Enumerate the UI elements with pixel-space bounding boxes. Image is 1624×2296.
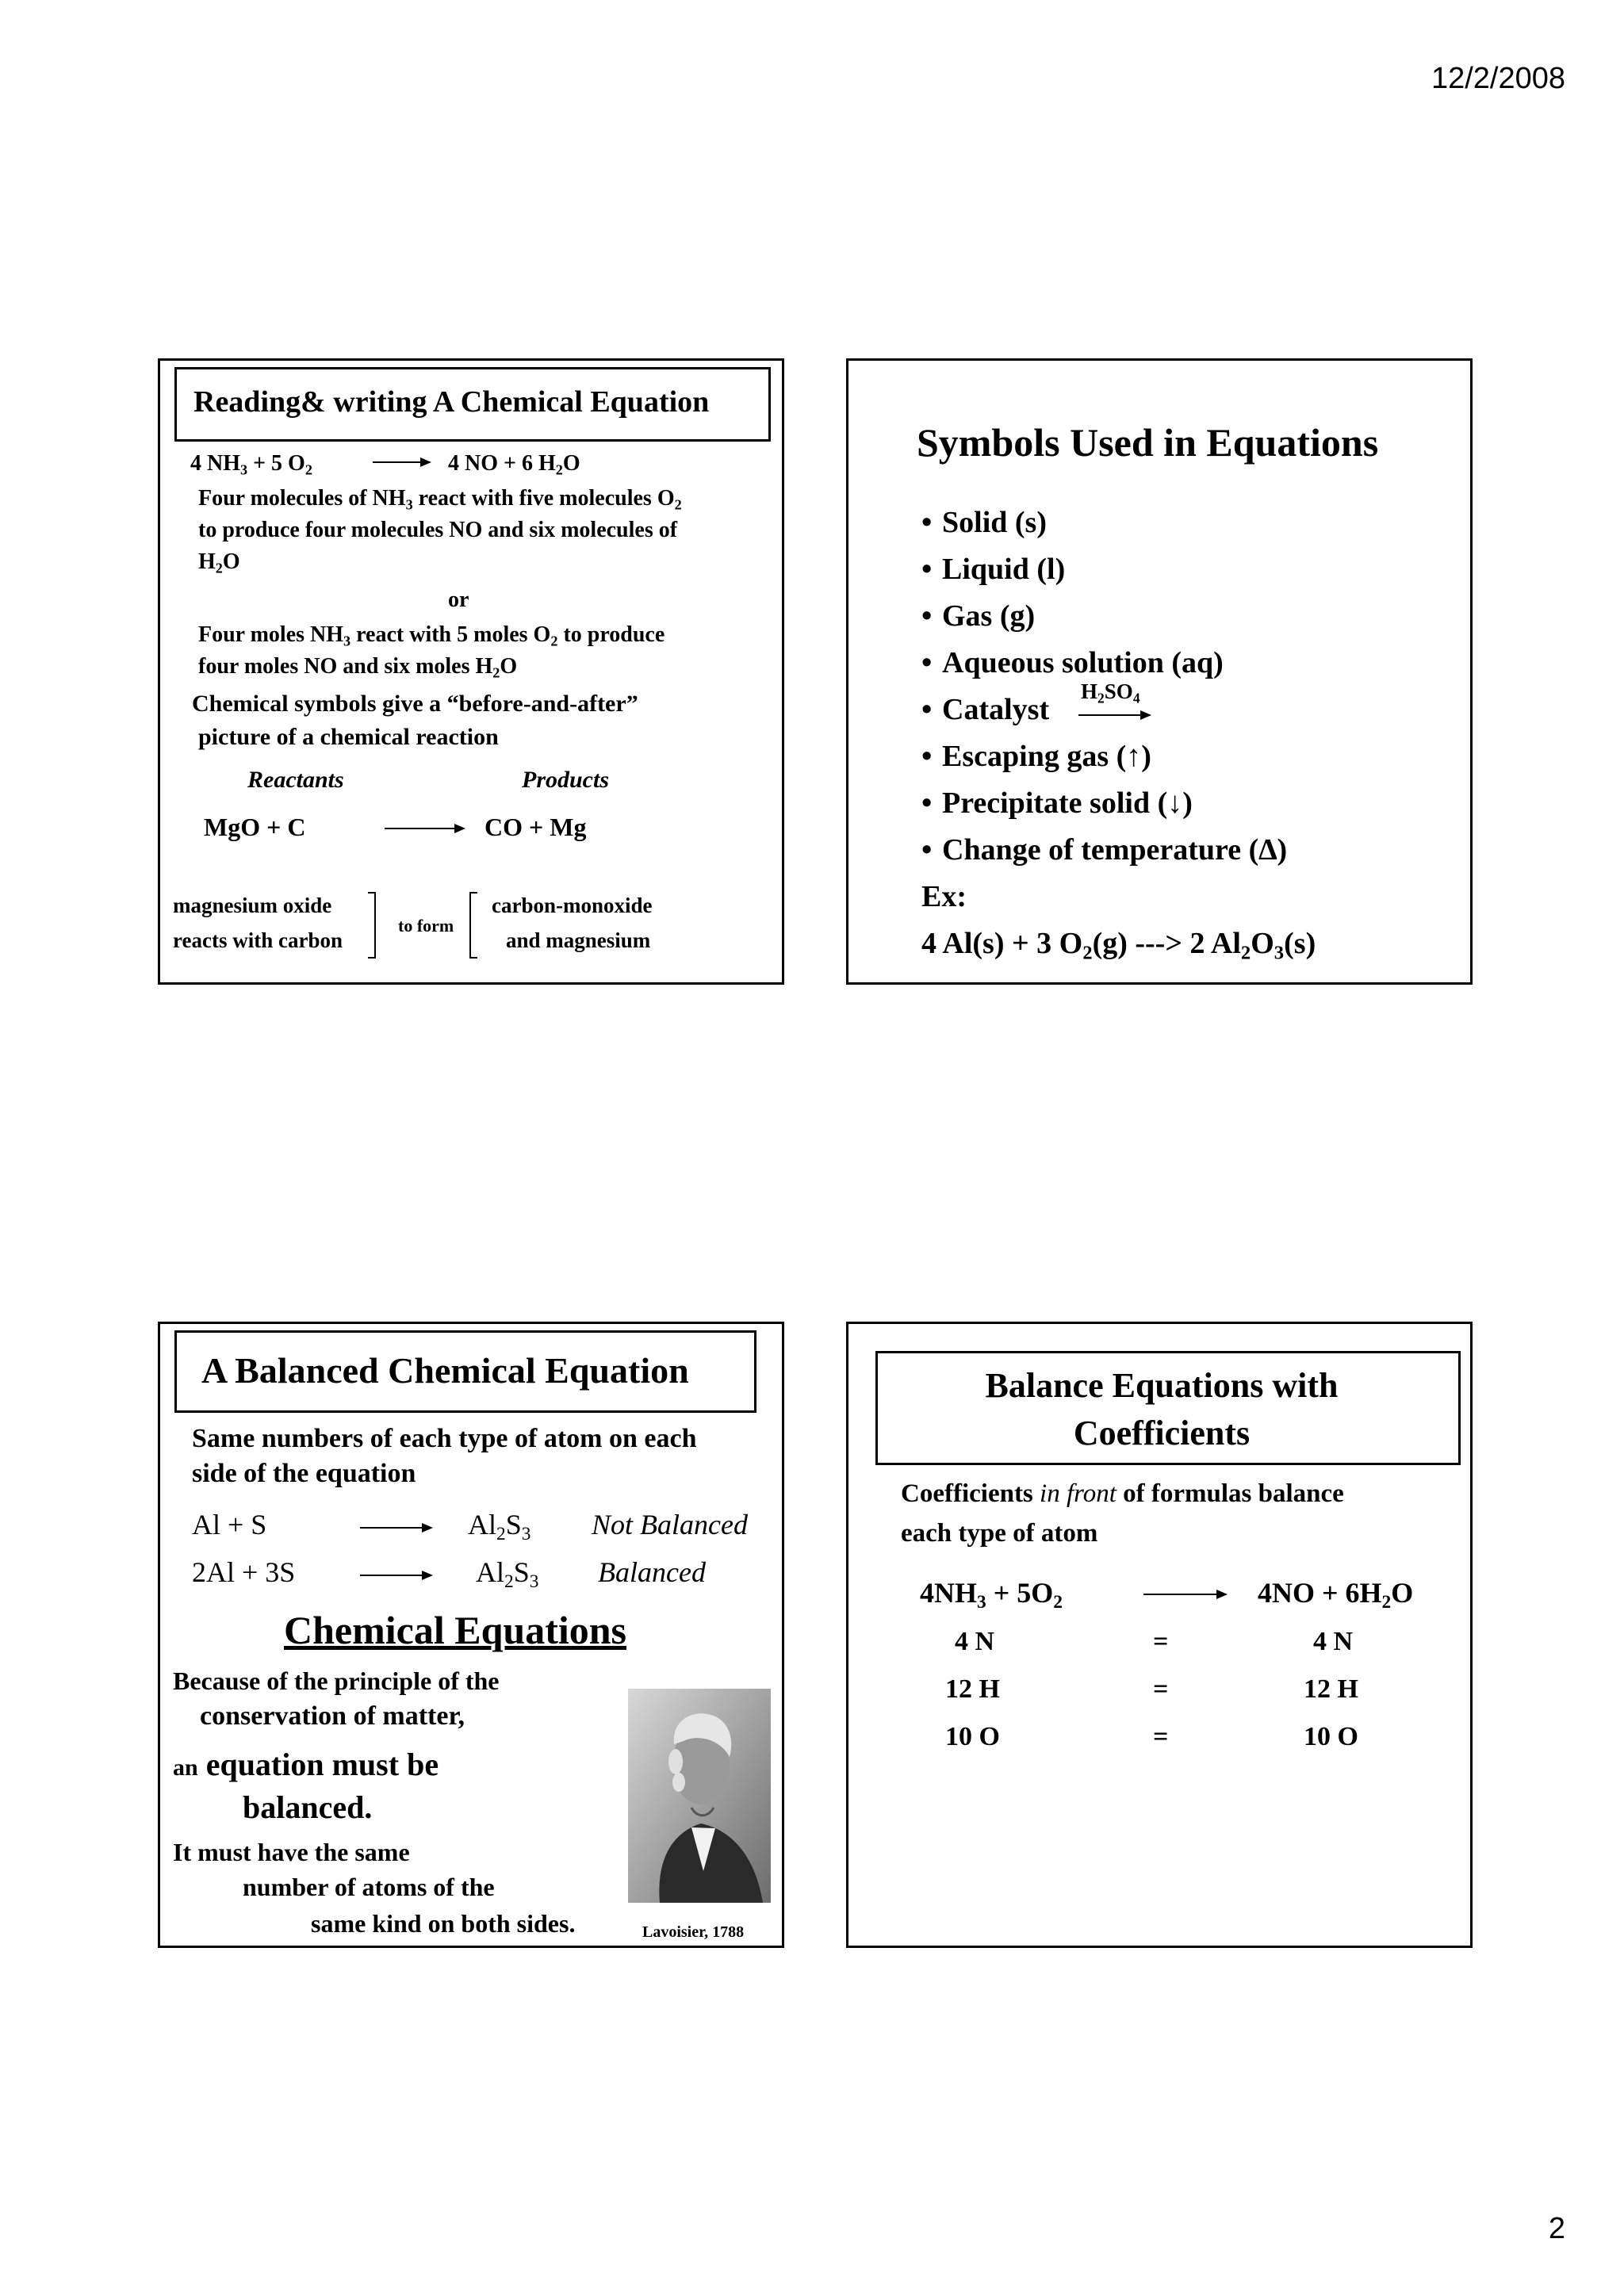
slide1-or: or	[448, 587, 469, 612]
line1a: Four molecules of NH	[198, 486, 406, 511]
slide3-title-text: A Balanced Chemical Equation	[201, 1350, 689, 1391]
equation-ammonia-products	[448, 451, 580, 476]
eq1-sub2: 2	[304, 461, 312, 478]
bullet-temperature: • Change of temperature (∆)	[921, 833, 1288, 867]
slide1-line4	[198, 622, 665, 648]
ex-c: O	[1251, 927, 1274, 960]
line5a: four moles NO and six moles H	[198, 654, 493, 679]
slide1-line6: Chemical symbols give a “before-and-after”	[192, 691, 638, 717]
slide3-p4: balanced.	[243, 1789, 373, 1825]
balanced-left: 2Al + 3S	[192, 1556, 296, 1588]
line1b-s4: in front	[1040, 1479, 1116, 1508]
row-h-left: 12 H	[945, 1674, 1000, 1704]
bullet-escaping-gas: • Escaping gas (↑)	[921, 740, 1151, 773]
products-label: Products	[522, 767, 610, 793]
equation-ammonia	[190, 451, 312, 476]
r1-prod2: S	[505, 1509, 522, 1540]
equation-mgo-right: CO + Mg	[485, 813, 587, 841]
row-o-left: 10 O	[945, 1722, 1000, 1751]
line5b: O	[500, 654, 518, 679]
eq1-sub2b: 2	[555, 461, 563, 478]
page-number: 2	[1548, 2212, 1565, 2245]
row-n-left: 4 N	[955, 1627, 995, 1656]
line1b: react with five molecules O	[412, 486, 675, 511]
balanced-label: Balanced	[598, 1556, 706, 1588]
ex-sub2b: 2	[1240, 942, 1251, 964]
eq-sub2: 2	[1053, 1592, 1063, 1613]
ex-sub3: 3	[1274, 942, 1285, 964]
slide4-line1	[901, 1479, 1344, 1509]
bullet-solid: • Solid (s)	[921, 506, 1047, 539]
eq1-part3: 4 NO + 6 H	[448, 451, 556, 476]
not-balanced-label: Not Balanced	[592, 1509, 748, 1540]
carbon-label: reacts with carbon	[173, 928, 343, 952]
reaction-arrow	[373, 461, 430, 463]
ex-sub2: 2	[1082, 942, 1093, 964]
co-label: carbon-monoxide	[492, 894, 653, 917]
r2-sub3: 3	[529, 1571, 539, 1593]
line4-sub3: 3	[343, 633, 351, 649]
line3a: H	[198, 549, 216, 574]
unbalanced-left: Al + S	[192, 1509, 267, 1540]
ex-a: 4 Al(s) + 3 O	[921, 927, 1083, 960]
reactants-label: Reactants	[247, 767, 344, 793]
eq-sub2b: 2	[1381, 1592, 1392, 1613]
slide1-title: Reading& writing A Chemical Equation	[193, 385, 710, 419]
mgo-label: magnesium oxide	[173, 894, 332, 917]
row-h-eq: =	[1153, 1674, 1169, 1704]
slide2-title: Symbols Used in Equations	[917, 420, 1379, 465]
unbalanced-product	[468, 1508, 531, 1545]
page-date: 12/2/2008	[1431, 62, 1565, 95]
line4b: react with 5 moles O	[350, 622, 551, 647]
coefficient-arrow	[1143, 1594, 1226, 1595]
line5-sub2: 2	[492, 664, 500, 681]
eq1-part2: + 5 O	[247, 451, 305, 476]
unbalanced-arrow	[360, 1527, 431, 1529]
catalyst-sub4: 4	[1132, 690, 1140, 706]
eq1-part4: O	[562, 451, 580, 476]
lavoisier-portrait	[628, 1689, 771, 1903]
bullet-gas-text: Gas (g)	[942, 599, 1036, 633]
line1-sub2: 2	[674, 496, 682, 513]
r2-prod: Al	[476, 1556, 504, 1588]
line3b: O	[222, 549, 240, 574]
portrait-image	[628, 1689, 771, 1903]
line4c: to produce	[557, 622, 665, 647]
left-bracket	[368, 892, 376, 959]
slide1-line5	[198, 654, 517, 679]
chemical-equations-heading: Chemical Equations	[284, 1608, 627, 1652]
line4a: Four moles NH	[198, 622, 344, 647]
example-equation	[921, 926, 1316, 964]
p3a: an	[173, 1755, 198, 1781]
slide1-line1	[198, 486, 682, 511]
slide3-line2: side of the equation	[192, 1459, 416, 1488]
r1-sub2: 2	[496, 1524, 506, 1545]
catalyst-b: SO	[1104, 679, 1133, 703]
bullet-liquid: • Liquid (l)	[921, 553, 1066, 586]
slide-reading-writing	[158, 358, 784, 985]
slide-coefficients	[846, 1322, 1473, 1948]
right-bracket	[469, 892, 477, 959]
p3b: equation must be	[197, 1747, 439, 1782]
r1-prod: Al	[468, 1509, 496, 1540]
balanced-product	[476, 1556, 539, 1593]
reaction-arrow-2	[385, 828, 464, 829]
bullet-catalyst: • Catalyst	[921, 693, 1050, 726]
eq-a: 4NH	[920, 1577, 977, 1609]
ex-b: (g) ---> 2 Al	[1092, 927, 1241, 960]
catalyst-arrow	[1078, 714, 1150, 716]
row-o-right: 10 O	[1304, 1722, 1358, 1751]
slide3-p3	[173, 1746, 439, 1783]
r2-prod2: S	[513, 1556, 530, 1588]
row-o-eq: =	[1153, 1722, 1169, 1751]
slide3-p1: Because of the principle of the	[173, 1667, 500, 1695]
slide4-title-line2: Coefficients	[1073, 1414, 1251, 1452]
eq-d: O	[1391, 1577, 1414, 1609]
slide-symbols	[846, 358, 1473, 985]
slide3-p7: same kind on both sides.	[311, 1909, 576, 1938]
slide3-title	[201, 1349, 689, 1391]
slide1-line7: picture of a chemical reaction	[198, 724, 499, 750]
bullet-solid-text: Solid (s)	[942, 506, 1047, 539]
bullet-precipitate-text: Precipitate solid (↓)	[942, 786, 1193, 820]
coefficient-equation-left	[920, 1576, 1063, 1613]
balanced-arrow	[360, 1575, 431, 1576]
line1a-s4: Coefficients	[901, 1479, 1040, 1508]
equation-mgo-left: MgO + C	[204, 813, 306, 841]
slide3-line1: Same numbers of each type of atom on each	[192, 1424, 697, 1453]
row-h-right: 12 H	[1304, 1674, 1358, 1704]
line3-sub2: 2	[215, 560, 223, 576]
row-n-eq: =	[1153, 1627, 1169, 1656]
slide3-p6: number of atoms of the	[243, 1873, 495, 1901]
slide4-title-line1: Balance Equations with	[985, 1366, 1339, 1405]
portrait-caption: Lavoisier, 1788	[642, 1923, 745, 1941]
bullet-temperature-text: Change of temperature (∆)	[942, 833, 1288, 867]
ex-d: (s)	[1284, 927, 1316, 960]
line4-sub2: 2	[550, 633, 558, 649]
slide4-line2: each type of atom	[901, 1519, 1098, 1548]
slide1-line2: to produce four molecules NO and six molecules of	[198, 518, 678, 542]
eq1-part1: 4 NH	[190, 451, 240, 476]
coefficient-equation-right	[1258, 1576, 1414, 1613]
example-label: Ex:	[921, 880, 967, 913]
row-n-right: 4 N	[1313, 1627, 1354, 1656]
bullet-catalyst-text: Catalyst	[942, 693, 1050, 726]
catalyst-formula	[1081, 679, 1140, 704]
bullet-escaping-gas-text: Escaping gas (↑)	[942, 740, 1151, 773]
eq1-sub3: 3	[240, 461, 248, 478]
to-form-label: to form	[398, 916, 454, 936]
bullet-gas: • Gas (g)	[921, 599, 1036, 633]
catalyst-sub2: 2	[1097, 690, 1105, 706]
r1-sub3: 3	[521, 1524, 531, 1545]
bullet-liquid-text: Liquid (l)	[942, 553, 1066, 586]
eq-c: 4NO + 6H	[1258, 1577, 1382, 1609]
eq-sub3: 3	[977, 1592, 986, 1613]
bullet-aqueous: • Aqueous solution (aq)	[921, 646, 1224, 679]
line1-sub3: 3	[405, 496, 413, 513]
mg-label: and magnesium	[506, 928, 651, 952]
slide1-line3	[198, 549, 240, 575]
eq-b: + 5O	[986, 1577, 1054, 1609]
slide-balanced-equation	[158, 1322, 784, 1948]
bullet-aqueous-text: Aqueous solution (aq)	[942, 646, 1224, 679]
catalyst-a: H	[1081, 679, 1098, 703]
slide3-p5: It must have the same	[173, 1838, 410, 1866]
line1c-s4: of formulas balance	[1116, 1479, 1344, 1508]
slide3-p2: conservation of matter,	[200, 1701, 465, 1731]
r2-sub2: 2	[504, 1571, 514, 1593]
bullet-precipitate: • Precipitate solid (↓)	[921, 786, 1193, 820]
